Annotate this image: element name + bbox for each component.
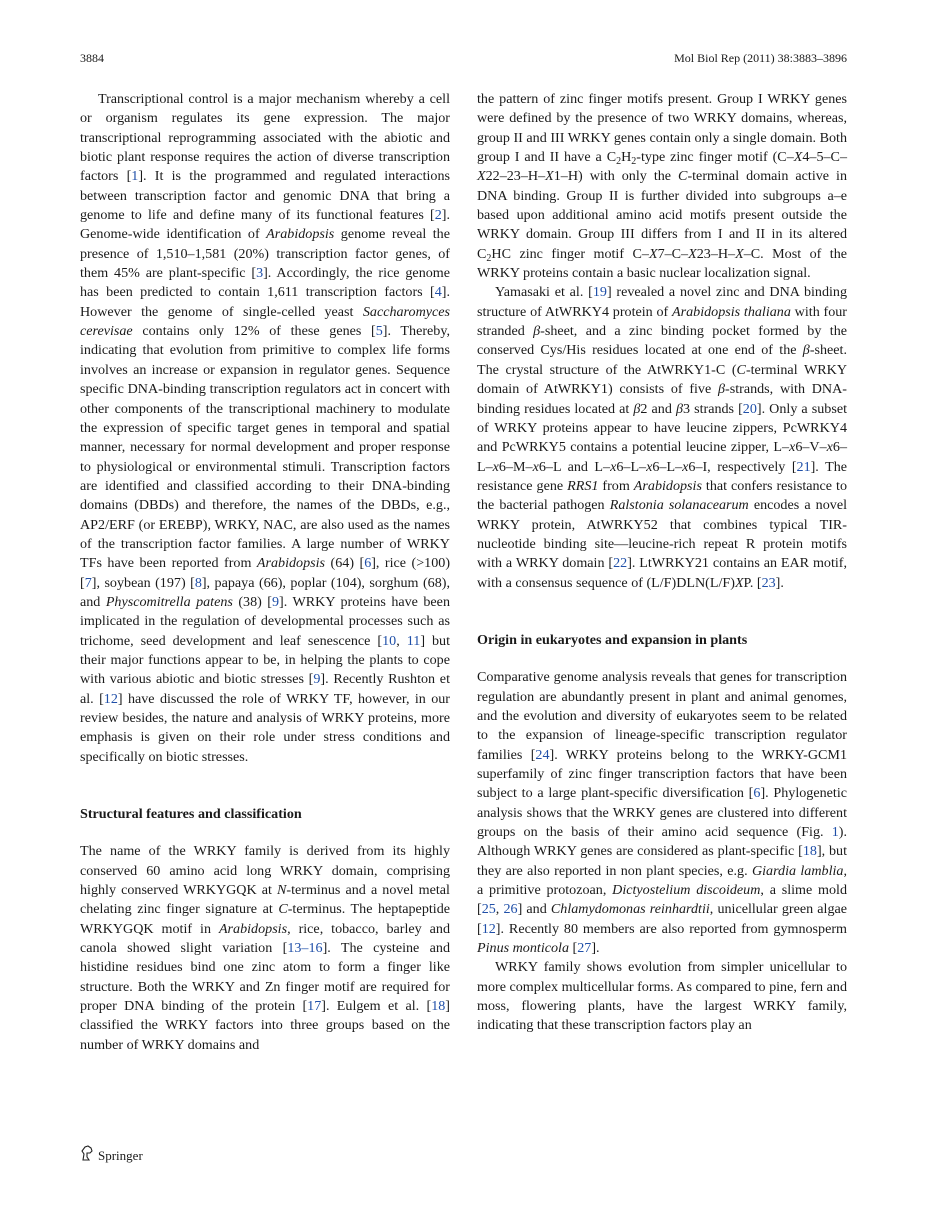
citation-link[interactable]: 4 bbox=[434, 284, 442, 301]
citation-link[interactable]: 25 bbox=[481, 901, 496, 918]
springer-horse-icon bbox=[80, 1145, 94, 1166]
citation-link[interactable]: 17 bbox=[307, 998, 322, 1015]
citation-link[interactable]: 3 bbox=[256, 265, 264, 282]
evolution-paragraph: WRKY family shows evolution from simpler unicellular to more complex multicellular forms. As compared to pine, fern and moss, flowering plants, have the largest WRKY family, indicating that these transcription factors play an bbox=[477, 959, 847, 1034]
citation-link[interactable]: 11 bbox=[406, 632, 421, 649]
citation-link[interactable]: 23 bbox=[761, 574, 776, 591]
citation-link[interactable]: 5 bbox=[375, 323, 383, 340]
journal-citation: Mol Biol Rep (2011) 38:3883–3896 bbox=[674, 51, 847, 65]
left-column bbox=[80, 90, 450, 1055]
origin-paragraph: Comparative genome analysis reveals that genes for transcription regulation are abundantly present in plant and animal genomes, and the evolution and diversity of eukaryotes seem to be related to the expansion of lineage-specific transcription regulator families [24]. WRKY proteins belong to the WRKY-GCM1 superfamily of zinc finger transcription factors that have been subject to a large plant-specific diversification [6]. Phylogenetic analysis shows that the WRKY genes are clustered into different groups on the basis of their amino acid sequence (Fig. 1). Although WRKY genes are considered as plant-specific [18], but they are also reported in non plant species, e.g. Giardia lamblia, a primitive protozoan, Dictyostelium discoideum, a slime mold [25, 26] and Chlamydomonas reinhardtii, unicellular green algae [12]. Recently 80 members are also reported from gymnosperm Pinus monticola [27]. bbox=[477, 669, 848, 957]
citation-link[interactable]: 13–16 bbox=[287, 940, 323, 957]
citation-link[interactable]: 10 bbox=[382, 632, 397, 649]
structural-paragraph: The name of the WRKY family is derived from its highly conserved 60 amino acid long WRKY domain, comprising highly conserved WRKYGQK at N-terminus and a novel metal chelating zinc finger signature at C-terminus. The heptapeptide WRKYGQK motif in Arabidopsis, rice, tobacco, barley and canola showed slight variation [13–16]. The cysteine and histidine residues bind one zinc atom to form a finger like structure. Both the WRKY and Zn finger motif are required for proper DNA binding of the protein [17]. Eulgem et al. [18] classified the WRKY factors into three groups based on the number of WRKY domains and bbox=[80, 843, 450, 1053]
section-heading-structural: Structural features and classification bbox=[80, 806, 302, 823]
citation-link[interactable]: 1 bbox=[131, 168, 139, 185]
citation-link[interactable]: 7 bbox=[84, 574, 92, 591]
citation-link[interactable]: 18 bbox=[431, 998, 446, 1015]
page-number: 3884 bbox=[80, 51, 104, 65]
section-heading-origin: Origin in eukaryotes and expansion in plants bbox=[477, 631, 748, 648]
intro-paragraph: Transcriptional control is a major mechanism whereby a cell or organism regulates its gene expression. The major transcriptional reprogramming associated with the abiotic and biotic plant response requires the action of diverse transcription factors [1]. It is the programmed and regulated interactions between transcription factor and genomic DNA that bring a genome to life and define many of its functional features [2]. Genome-wide identification of Arabidopsis genome reveal the presence of 1,510–1,581 (20%) transcription factor genes, of them 45% are plant-specific [3]. Accordingly, the rice genome has been predicted to contain 1,611 transcription factors [4]. However the genome of single-celled yeast Saccharomyces cerevisae contains only 12% of these genes [5]. Thereby, indicating that evolution from primitive to complex life forms involves an increase or expansion in regulator genes. Sequence specific DNA-binding transcription regulators act in concert with other components of the transcriptional machinery to modulate the expression of specific target genes in temporal and spatial manner, necessary for normal development and proper response to physiological or environmental stimuli. Transcription factors are identified and classified according to their DNA-binding domains (DBDs) and therefore, the names of the DBDs, e.g., AP2/ERF (or EREBP), WRKY, NAC, are also used as the names of the transcription factor families. A large number of WRKY TFs have been reported from Arabidopsis (64) [6], rice (>100) [7], soybean (197) [8], papaya (66), poplar (104), sorghum (68), and Physcomitrella patens (38) [9]. WRKY proteins have been implicated in the regulation of developmental processes such as trichome, seed development and leaf senescence [10, 11] but their major functions appear to be, in helping the plants to cope with various abiotic and biotic stresses [9]. Recently Rushton et al. [12] have discussed the role of WRKY TF, however, in our review besides, the nature and analysis of WRKY proteins, more emphasis is given on their role under stress conditions and specifically on biotic stresses. bbox=[80, 91, 451, 765]
figure-link[interactable]: 1 bbox=[831, 824, 839, 841]
citation-link[interactable]: 18 bbox=[802, 843, 817, 860]
citation-link[interactable]: 6 bbox=[364, 555, 372, 572]
citation-link[interactable]: 8 bbox=[194, 574, 202, 591]
structure-paragraph: Yamasaki et al. [19] revealed a novel zinc and DNA binding structure of AtWRKY4 protein of Arabidopsis thaliana with four stranded β-sheet, and a zinc binding pocket formed by the conserved Cys/His residues located at one end of the β-sheet. The crystal structure of the AtWRKY1-C (C-terminal WRKY domain of AtWRKY1) consists of five β-strands, with DNA-binding residues located at β2 and β3 strands [20]. Only a subset of WRKY proteins appear to have leucine zippers, PcWRKY4 and PcWRKY5 contains a potential leucine zipper, L–x6–V–x6–L–x6–M–x6–L and L–x6–L–x6–L–x6–I, respectively [21]. The resistance gene RRS1 from Arabidopsis that confers resistance to the bacterial pathogen Ralstonia solanacearum encodes a novel WRKY protein, AtWRKY52 that combines typical TIR-nucleotide binding site—leucine-rich repeat R protein motifs with a WRKY domain [22]. LtWRKY21 contains an EAR motif, with a consensus sequence of (L/F)DLN(L/F)XP. [23]. bbox=[477, 284, 848, 591]
citation-link[interactable]: 2 bbox=[434, 207, 442, 224]
citation-link[interactable]: 19 bbox=[592, 284, 607, 301]
publisher-name: Springer bbox=[98, 1147, 143, 1163]
citation-link[interactable]: 24 bbox=[535, 746, 550, 763]
citation-link[interactable]: 22 bbox=[613, 555, 628, 572]
citation-link[interactable]: 27 bbox=[577, 940, 592, 957]
citation-link[interactable]: 21 bbox=[796, 458, 811, 475]
citation-link[interactable]: 6 bbox=[753, 785, 761, 802]
citation-link[interactable]: 12 bbox=[103, 690, 118, 707]
publisher-footer bbox=[80, 1145, 143, 1166]
citation-link[interactable]: 9 bbox=[313, 671, 321, 688]
citation-link[interactable]: 20 bbox=[742, 400, 757, 417]
citation-link[interactable]: 12 bbox=[481, 920, 496, 937]
citation-link[interactable]: 26 bbox=[503, 901, 518, 918]
right-column bbox=[477, 90, 847, 1036]
citation-link[interactable]: 9 bbox=[271, 593, 280, 610]
classification-paragraph: the pattern of zinc finger motifs present. Group I WRKY genes were defined by the presence of two WRKY domains, whereas, group II and III WRKY genes contain only a single domain. Both group I and II have a $C_2H_2$-type zinc finger motif (C–X4–5–C–X22–23–H–X1–H) with only the C-terminal domain active in DNA binding. Group II is further divided into subgroups a–e based upon additional amino acid motifs present outside the WRKY domain. Group III differs from I and II in its altered $C_2HC$ zinc finger motif C–X7–C–X23–H–X–C. Most of the WRKY proteins contain a basic nuclear localization signal. bbox=[477, 91, 848, 282]
